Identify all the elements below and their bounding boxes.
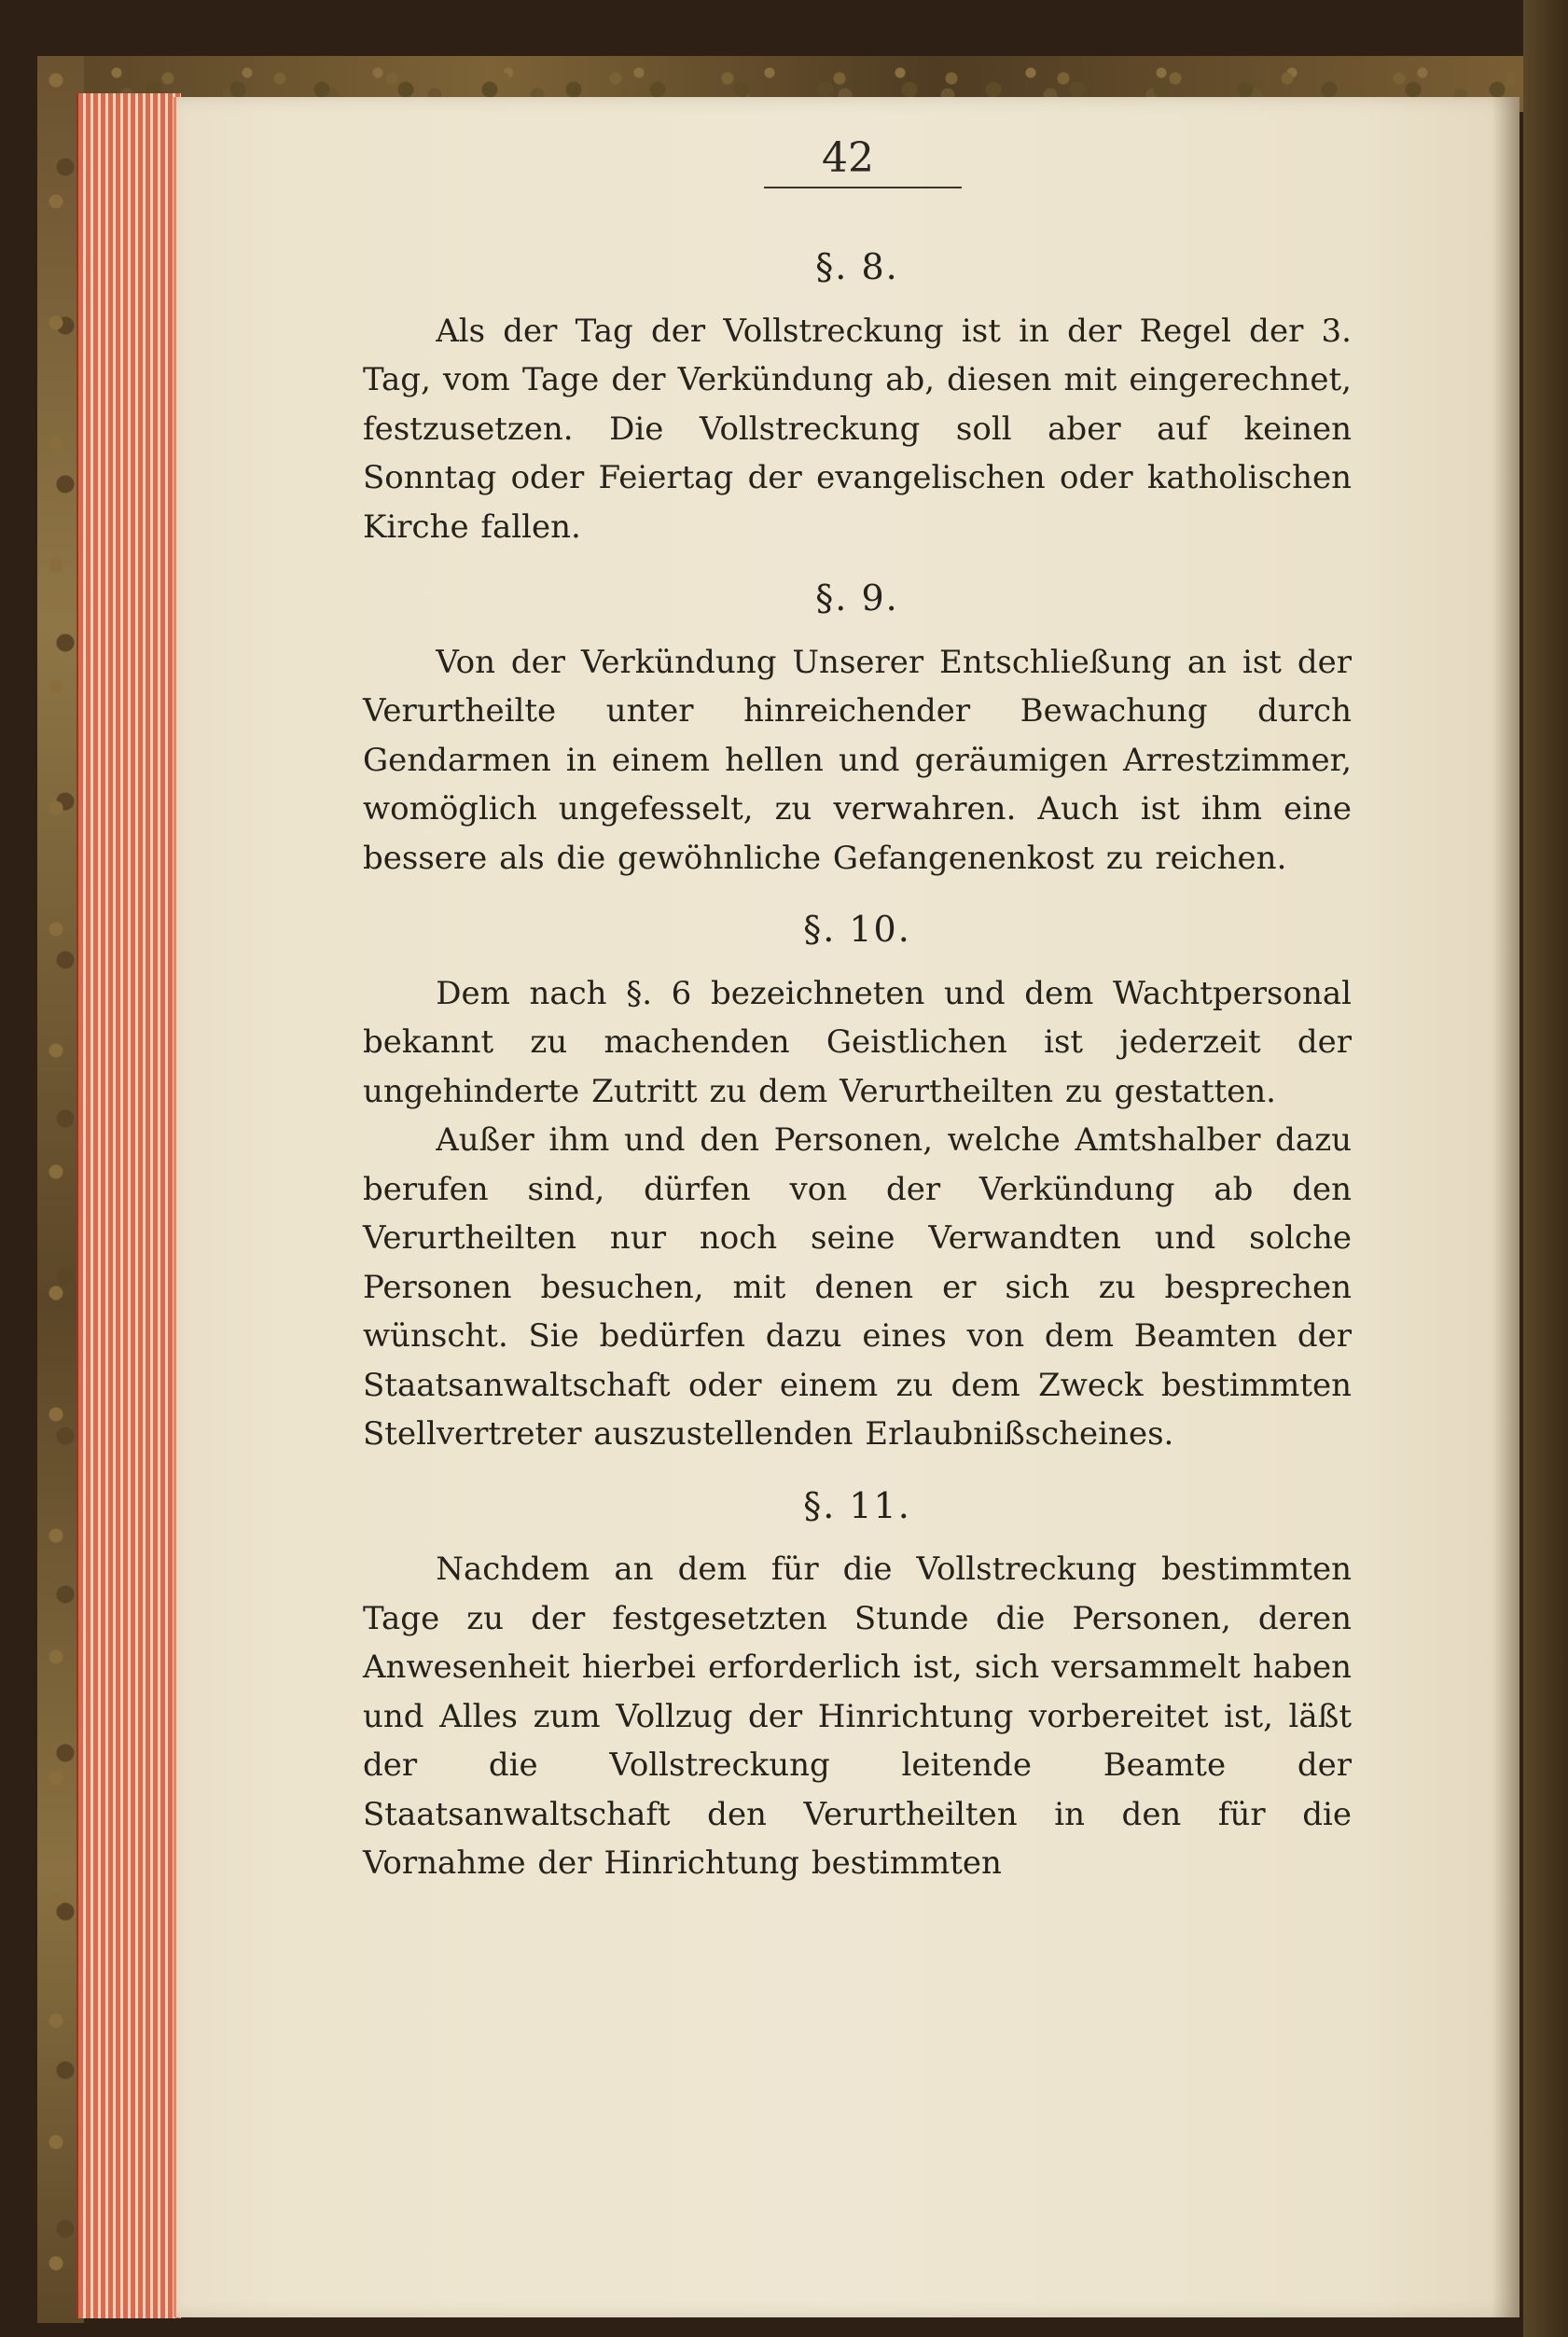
- paragraph-10-2: Außer ihm und den Personen, welche Amtshalber dazu berufen sind, dürfen von der Verkündung ab den Verurtheilten nur noch seine Verwandten und solche Personen besuchen, mit denen er sich zu besprechen wünscht. Sie bedürfen dazu eines von dem Beamten der Staatsanwaltschaft oder einem zu dem Zweck bestimmten Stellvertreter auszustellenden Erlaubnißscheines.: [363, 1121, 1352, 1453]
- page-number: 42: [822, 134, 874, 182]
- cover-right-edge: [1523, 0, 1568, 2337]
- paragraph-11-1: Nachdem an dem für die Vollstreckung bestimmten Tage zu der festgesetzten Stunde die Personen, deren Anwesenheit hierbei erforderlich ist, sich versammelt haben und Alles zum Vollzug der Hinrichtung vorbereitet ist, läßt der die Vollstreckung leitende Beamte der Staatsanwaltschaft den Verurtheilten in den für die Vornahme der Hinrichtung bestimmten: [363, 1551, 1352, 1882]
- paragraph-10-1: Dem nach §. 6 bezeichneten und dem Wachtpersonal bekannt zu machenden Geistlichen ist jederzeit der ungehinderte Zutritt zu dem Verurtheilten zu gestatten.: [363, 974, 1352, 1110]
- page-number-rule: [764, 187, 962, 188]
- body-text: [363, 237, 1352, 1888]
- book-page: [173, 97, 1519, 2317]
- section-heading-11: §. 11.: [803, 1484, 911, 1526]
- page-gutter-shadow: [1492, 97, 1519, 2317]
- page-edges: [76, 93, 181, 2318]
- section-heading-10: §. 10.: [803, 909, 911, 950]
- paragraph-9-1: Von der Verkündung Unserer Entschließung an ist der Verurtheilte unter hinreichender Bewachung durch Gendarmen in einem hellen und geräumigen Arrestzimmer, womöglich ungefesselt, zu verwahren. Auch ist ihm eine bessere als die gewöhnliche Gefangenenkost zu reichen.: [363, 643, 1352, 877]
- section-heading-8: §. 8.: [815, 246, 899, 287]
- section-heading-9: §. 9.: [815, 577, 899, 619]
- paragraph-8-1: Als der Tag der Vollstreckung ist in der Regel der 3. Tag, vom Tage der Verkündung ab, diesen mit eingerechnet, festzusetzen. Die Vollstreckung soll aber auf keinen Sonntag oder Feiertag der evangelischen oder katholischen Kirche fallen.: [363, 312, 1352, 546]
